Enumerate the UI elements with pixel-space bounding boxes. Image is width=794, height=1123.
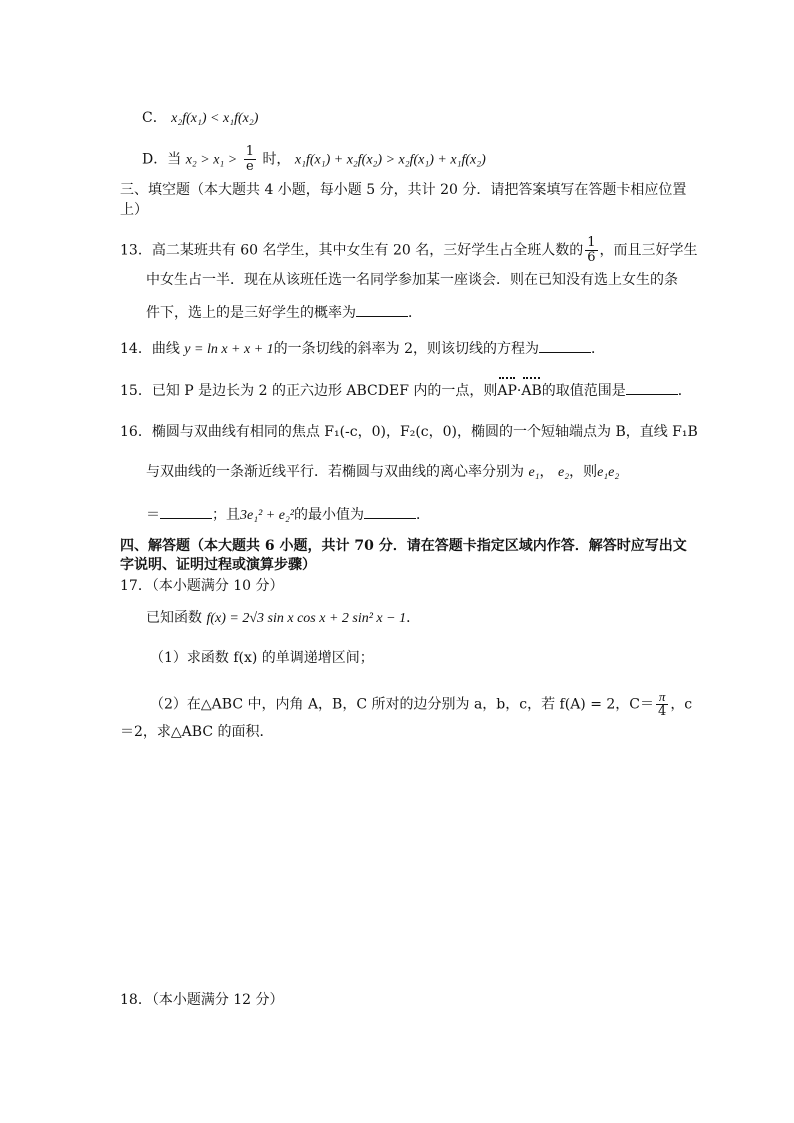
answer-blank[interactable] — [356, 302, 408, 317]
option-c — [142, 108, 258, 129]
q16-end: ． — [416, 507, 431, 523]
option-c-label: C． — [142, 110, 167, 126]
answer-blank[interactable] — [364, 504, 416, 519]
option-d-label: D．当 — [142, 151, 182, 168]
q16-text-d: 的最小值为 — [294, 507, 365, 523]
q17-part2-line1 — [150, 690, 692, 719]
q13-text-b: ，而且三好学生 — [599, 242, 698, 259]
q13-text-c: 件下，选上的是三好学生的概率为 — [146, 305, 356, 321]
option-c-formula: x₂f(x₁) < x₁f(x₂) — [171, 111, 259, 126]
q15-text-b: 的取值范围是 — [541, 383, 626, 399]
frac-denominator: 4 — [658, 704, 667, 719]
q14-text-b: 的一条切线的斜率为 2，则该切线的方程为 — [273, 341, 540, 357]
q14-line — [120, 338, 605, 360]
q17-part1: （1）求函数 f(x) 的单调递增区间； — [150, 650, 374, 666]
section4-header-line2: 字说明、证明过程或演算步骤） — [120, 557, 316, 573]
product-e1e2: e₁e₂ — [597, 465, 620, 480]
answer-blank[interactable] — [160, 504, 212, 519]
option-d — [142, 145, 486, 174]
section4-header-line1: 四、解答题（本大题共 6 小题，共计 70 分．请在答题卡指定区域内作答．解答时应写出文 — [120, 538, 687, 554]
q16-comma: ， — [539, 464, 554, 480]
q17-part2-text: （2）在△ABC 中，内角 A，B，C 所对的边分别为 a，b，c，若 f(A) = 2，C＝ — [150, 696, 655, 713]
q18-title: 18．（本小题满分 12 分） — [120, 992, 284, 1008]
q13-end: ． — [408, 305, 422, 321]
q13-line2: 中女生占一半．现在从该班任选一名同学参加某一座谈会．则在已知没有选上女生的条 — [146, 272, 678, 288]
section3-header-line1: 三、填空题（本大题共 4 小题，每小题 5 分，共计 20 分．请把答案填写在答题卡相应位置 — [120, 182, 687, 198]
q15-end: ． — [677, 383, 692, 399]
q16-formula: 3e₁² + e₂² — [240, 508, 295, 523]
frac-denominator: 6 — [587, 250, 596, 265]
q17-fraction — [656, 690, 668, 719]
option-d-formula: x₁f(x₁) + x₂f(x₂) > x₂f(x₁) + x₁f(x₂) — [294, 152, 486, 168]
frac-denominator: e — [245, 159, 254, 174]
q14-formula: y = ln x + x + 1 — [184, 342, 274, 357]
q13-line3 — [146, 302, 422, 323]
q17-function-formula: f(x) = 2√3 sin x cos x + 2 sin² x − 1 — [206, 611, 407, 626]
q16-line1: 16．椭圆与双曲线有相同的焦点 F₁(-c，0)，F₂(c，0)，椭圆的一个短轴端点为 B，直线 F₁B — [120, 424, 698, 440]
option-d-fraction — [244, 145, 256, 174]
q13-fraction — [585, 236, 597, 265]
q17-part2-end: ，c — [670, 696, 693, 713]
answer-blank[interactable] — [539, 338, 591, 353]
q17-given-end: ． — [406, 610, 421, 626]
eccentricity-e2: e₂ — [558, 465, 570, 480]
q16-line3 — [146, 504, 430, 526]
option-d-condition: x₂ > x₁ > — [185, 152, 238, 168]
q17-given — [146, 608, 420, 629]
q17-given-text: 已知函数 — [146, 610, 202, 626]
frac-numerator: π — [656, 690, 668, 705]
q16-equals: ＝ — [146, 507, 160, 523]
frac-numerator: 1 — [245, 144, 254, 159]
dot-product-symbol: · — [516, 383, 522, 399]
q16-text-a: 与双曲线的一条渐近线平行．若椭圆与双曲线的离心率分别为 — [146, 464, 524, 480]
q17-part2-line2: ＝2，求△ABC 的面积． — [120, 724, 274, 740]
q16-text-c: ；且 — [212, 507, 240, 523]
q16-text-b: ，则 — [569, 464, 598, 480]
section3-header-line2: 上） — [120, 202, 148, 218]
option-d-mid: 时， — [262, 151, 291, 168]
q15-text-a: 15．已知 P 是边长为 2 的正六边形 ABCDEF 内的一点，则 — [120, 383, 498, 399]
q13-line1 — [120, 236, 698, 265]
q16-line2 — [146, 462, 619, 483]
eccentricity-e1: e₁ — [528, 465, 540, 480]
answer-blank[interactable] — [626, 380, 678, 395]
q17-title: 17．（本小题满分 10 分） — [120, 578, 284, 594]
vector-ap: AP — [497, 383, 517, 399]
q14-text-a: 14．曲线 — [120, 341, 180, 357]
q15-line — [120, 380, 692, 401]
vector-ab: AB — [521, 383, 542, 399]
q14-end: ． — [591, 341, 606, 357]
frac-numerator: 1 — [587, 235, 596, 250]
q13-text-a: 13．高二某班共有 60 名学生，其中女生有 20 名，三好学生占全班人数的 — [120, 242, 584, 259]
